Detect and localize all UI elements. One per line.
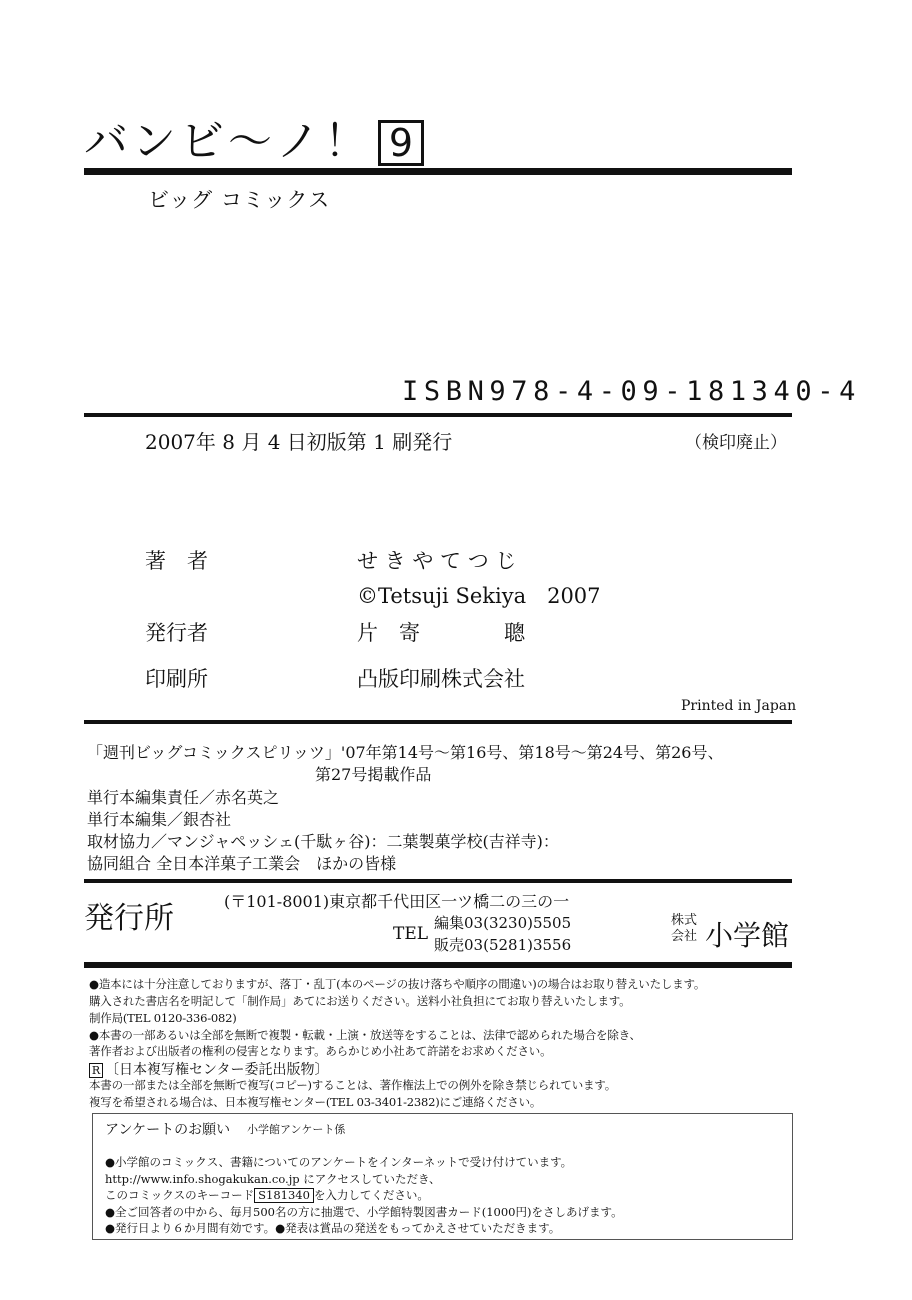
printed-in-japan: Printed in Japan [681,698,797,714]
survey-title: アンケートのお願い [105,1122,231,1138]
staff-line: 単行本編集／銀杏社 [87,810,232,829]
notice-line: ●造本には十分注意しておりますが、落丁・乱丁(本のページの抜け落ちや順序の間違い)の場合はお取り替えいたします。 [89,977,706,991]
first-edition-date: 2007年 8 月 4 日初版第 1 刷発行 [145,430,453,454]
serialization-line-2: 第27号掲載作品 [315,765,432,784]
rrr-title-text: 〔日本複写権センター委託出版物〕 [105,1062,329,1078]
tel-editorial: 編集03(3230)5505 [434,914,572,932]
corp-prefix: 株式会社 [671,913,698,944]
survey-url: http://www.info.shogakukan.co.jp にアクセスしていただき、 [105,1172,441,1186]
rrr-line-2: 複写を希望される場合は、日本複写権センター(TEL 03-3401-2382)にご連絡ください。 [89,1095,542,1109]
rrr-title [89,1059,328,1079]
notice-line: 制作局(TEL 0120-336-082) [89,1011,237,1025]
credit-copyright: ©Tetsuji Sekiya 2007 [357,584,601,608]
title-text: バンビ～ノ！ [84,116,372,167]
credit-label-author: 著 者 [145,549,208,573]
credits-rule [84,720,792,724]
credit-value-publisher: 片 寄 聰 [357,621,525,645]
seal-note: （検印廃止） [685,433,787,453]
tel-sales: 販売03(5281)3556 [434,936,572,954]
publisher-name: 小学館 [705,919,790,952]
isbn: ISBN978-4-09-181340-4 [402,376,861,407]
publisher-bottom-rule [84,962,792,968]
publisher-address: (〒101-8001)東京都千代田区一ツ橋二の三の一 [224,892,570,911]
registered-r-icon: R [89,1063,103,1078]
title-rule [84,168,792,175]
credit-label-printer: 印刷所 [145,667,208,691]
isbn-rule [84,413,792,417]
volume-number-box: 9 [378,120,424,166]
keycode-suffix: を入力してください。 [313,1188,429,1202]
notice-line: 購入された書店名を明記して「制作局」あてにお送りください。送料小社負担にてお取り替えいたします。 [89,994,631,1008]
notice-line: ●本書の一部あるいは全部を無断で複製・転載・上演・放送等をすることは、法律で認められた場合を除き、 [89,1028,641,1042]
credit-value-author: せ き や て つ じ [357,549,517,573]
credit-value-printer: 凸版印刷株式会社 [357,667,525,691]
publisher-label: 発行所 [84,901,174,936]
notice-line: 著作者および出版者の権利の侵害となります。あらかじめ小社あて許諾をお求めください。 [89,1044,552,1058]
serialization-line-1: 「週刊ビッグコミックスピリッツ」'07年第14号～第16号、第18号～第24号、第26号、 [87,743,724,762]
staff-line: 協同組合 全日本洋菓子工業会 ほかの皆様 [87,854,397,873]
survey-dept: 小学館アンケート係 [247,1123,346,1136]
staff-line: 取材協力／マンジャペッシェ(千駄ヶ谷)：二葉製菓学校(吉祥寺)： [87,832,559,851]
survey-keycode-line [105,1187,429,1203]
publisher-top-rule [84,879,792,883]
credit-label-publisher: 発行者 [145,621,208,645]
survey-line: ●全ご回答者の中から、毎月500名の方に抽選で、小学館特製図書カード(1000円)をさしあげます。 [105,1205,623,1219]
keycode-prefix: このコミックスのキーコード [105,1188,255,1202]
survey-line: ●発行日より６か月間有効です。●発表は賞品の発送をもってかえさせていただきます。 [105,1221,561,1235]
imprint-label: ビッグ コミックス [148,188,331,212]
survey-line: ●小学館のコミックス、書籍についてのアンケートをインターネットで受け付けています。 [105,1155,573,1169]
keycode-box: S181340 [254,1188,314,1203]
rrr-line-1: 本書の一部または全部を無断で複写(コピー)することは、著作権法上での例外を除き禁じられています。 [89,1078,616,1092]
book-title [84,118,424,166]
staff-line: 単行本編集責任／赤名英之 [87,788,280,807]
tel-label: TEL [393,924,429,944]
